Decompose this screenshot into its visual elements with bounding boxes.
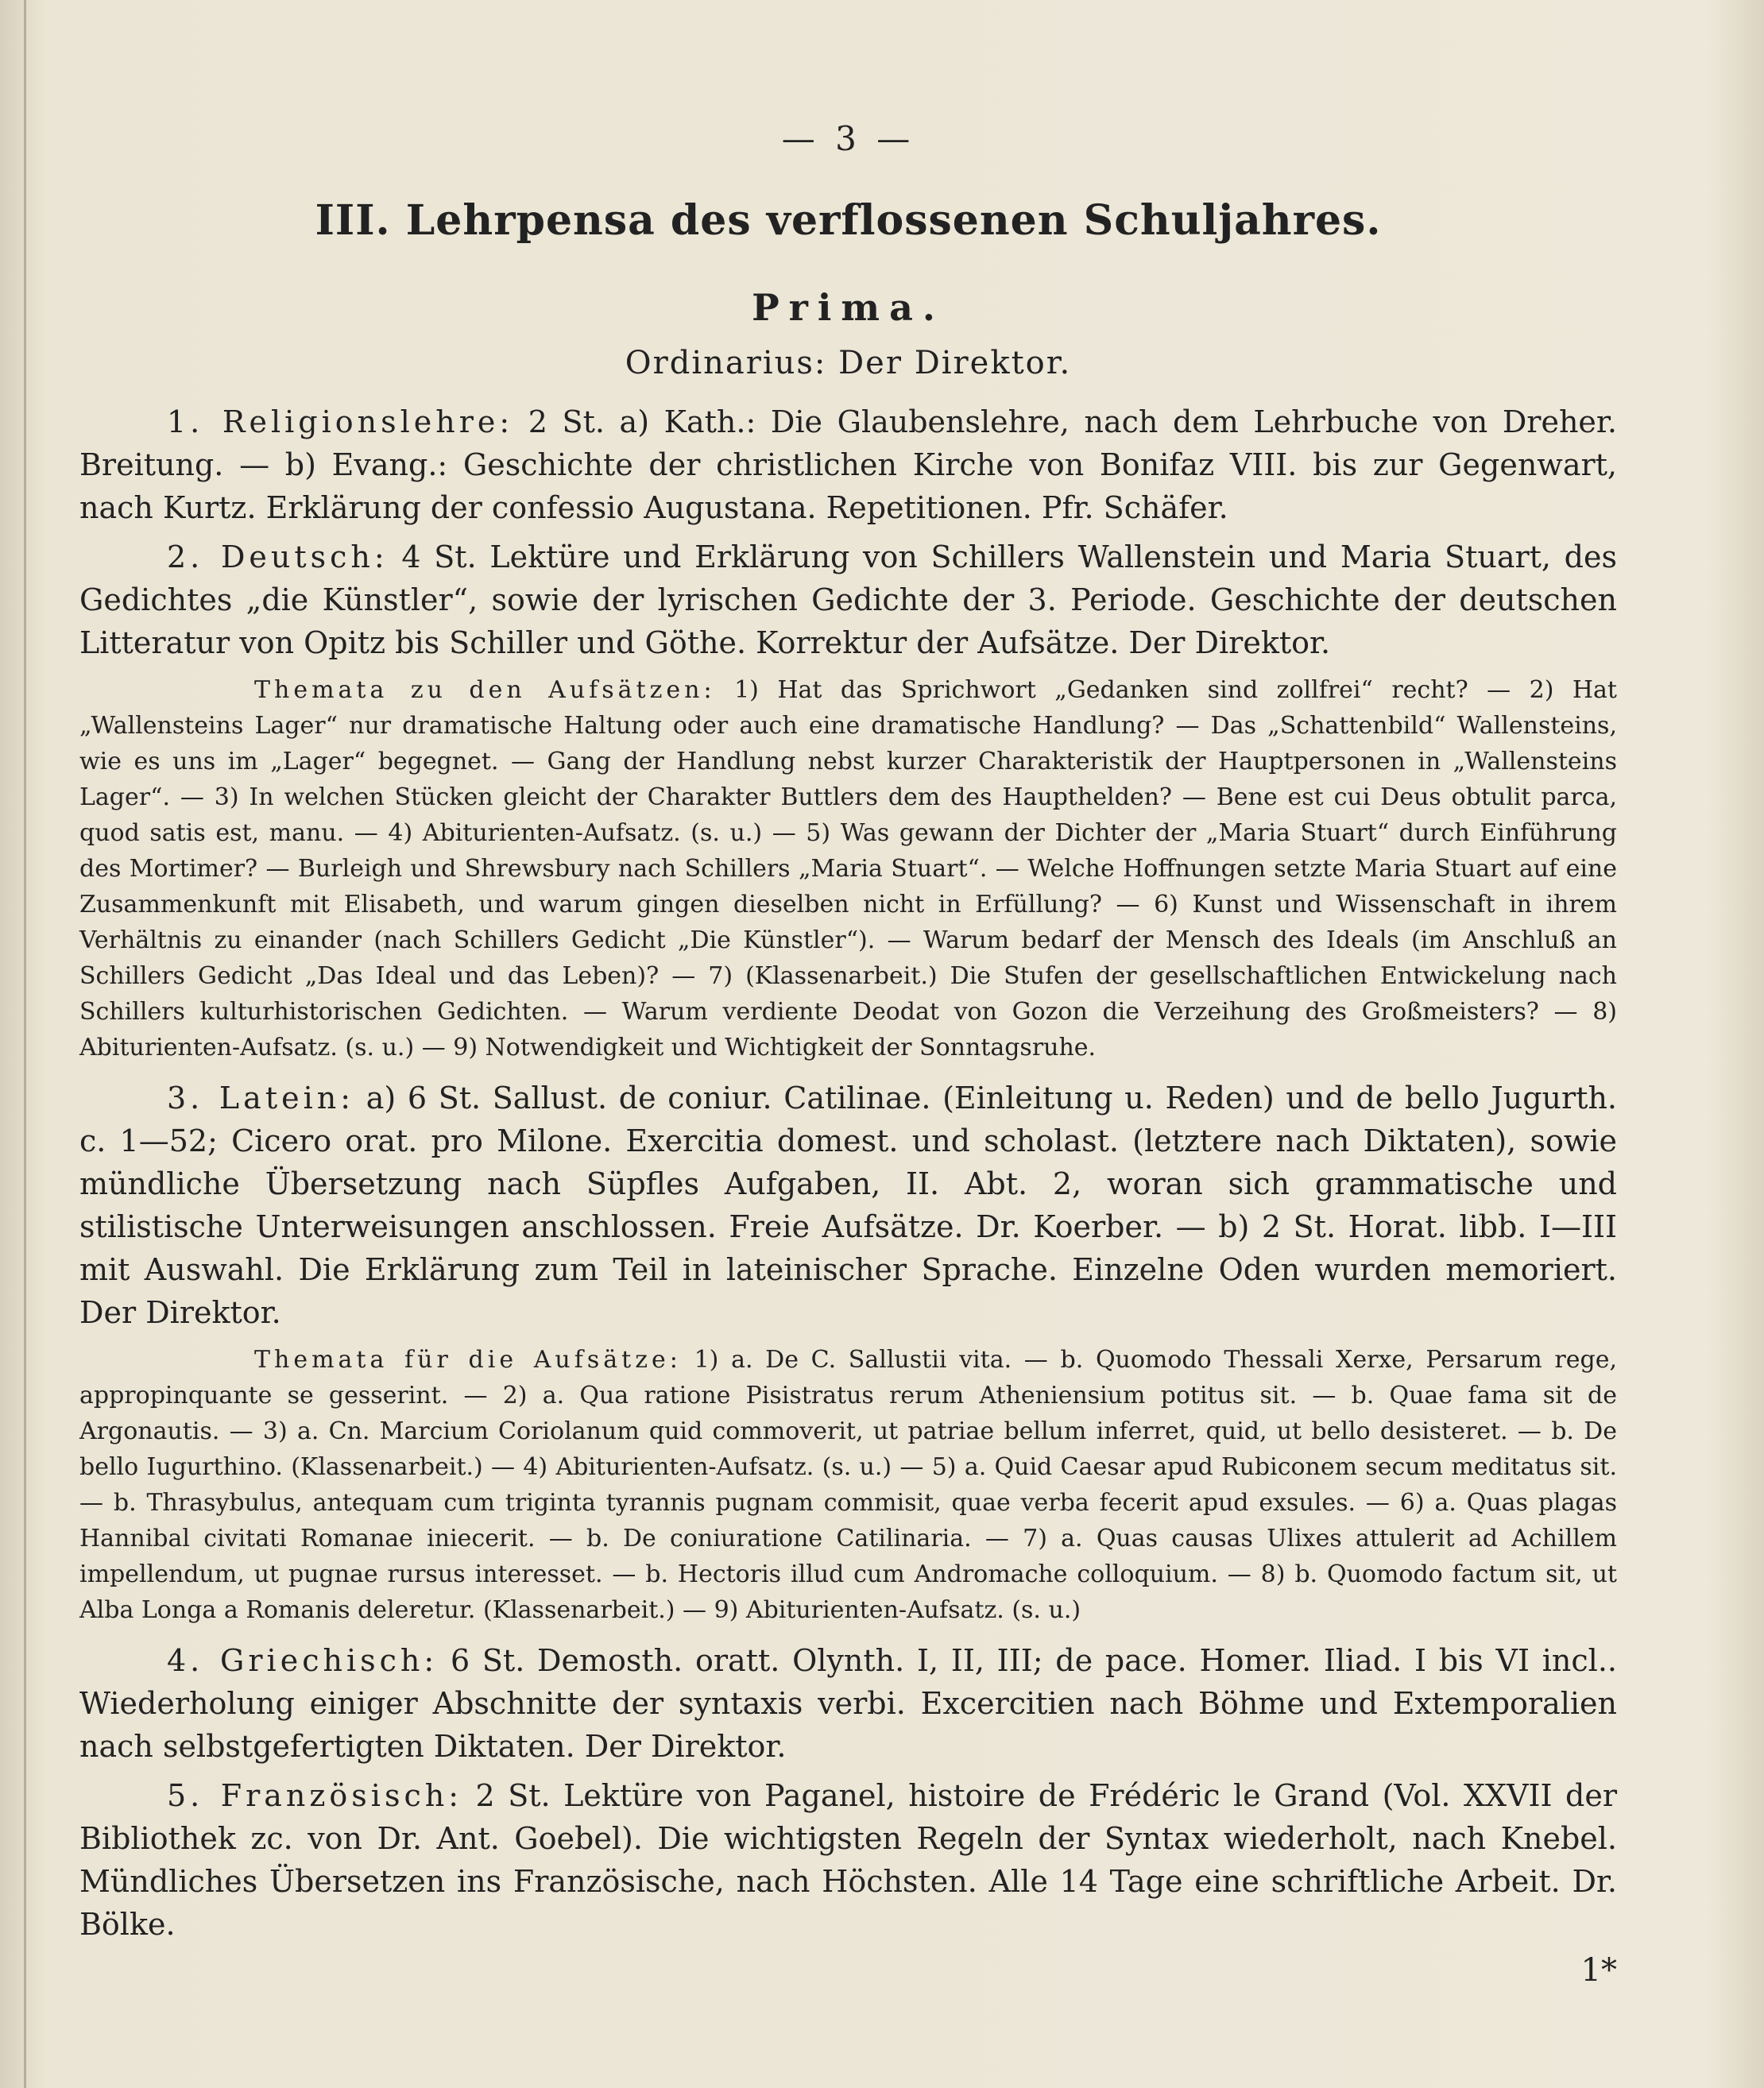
subject-text: 2 St. a) Kath.: Die Glaubenslehre, nach dem Lehrbuche von Dreher. Breitung. — b) Evang.: Geschichte der christlichen Kirche von Bonifaz VIII. bis zur Gegenwart, nach Kurtz. Erklärung der confessio Augustana. Repetitionen. Pfr. Schäfer.: [79, 404, 1617, 525]
subject-greek: [79, 1639, 1617, 1768]
themes-heading: Themata für die Aufsätze:: [254, 1346, 682, 1374]
subject-religion: [79, 400, 1617, 529]
themes-text: 1) a. De C. Sallustii vita. — b. Quomodo Thessali Xerxe, Persarum rege, appropinquante se gesserint. — 2) a. Qua ratione Pisistratus rerum Atheniensium potitus sit. — b. Quae fama sit de Argonautis. — 3) a. Cn. Marcium Coriolanum quid commoverit, ut patriae bellum inferret, quid, ut bello desisteret. — b. De bello Iugurthino. (Klassenarbeit.) — 4) Abiturienten-Aufsatz. (s. u.) — 5) a. Quid Caesar apud Rubiconem secum meditatus sit. — b. Thrasybulus, antequam cum triginta tyrannis pugnam commisit, quae verba fecerit apud exsules. — 6) a. Quas plagas Hannibal civitati Romanae iniecerit. — b. De coniuratione Catilinaria. — 7) a. Quas causas Ulixes attulerit ad Achillem impellendum, ut pugnae rursus interesset. — b. Hectoris illud cum Andromache colloquium. — 8) b. Quomodo factum sit, ut Alba Longa a Romanis deleretur. (Klassenarbeit.) — 9) Abiturienten-Aufsatz. (s. u.): [79, 1346, 1617, 1624]
subject-text: 2 St. Lektüre von Paganel, histoire de Frédéric le Grand (Vol. XXVII der Bibliothek zc. von Dr. Ant. Goebel). Die wichtigsten Regeln der Syntax wiederholt, nach Knebel. Mündliches Übersetzen ins Französische, nach Höchsten. Alle 14 Tage eine schriftliche Arbeit. Dr. Bölke.: [79, 1778, 1617, 1942]
subject-french: [79, 1774, 1617, 1946]
subject-heading: 1. Religionslehre:: [167, 404, 514, 439]
page-content: [79, 119, 1617, 1989]
sheet-signature: 1*: [1580, 1952, 1617, 1989]
subject-latin: [79, 1077, 1617, 1334]
subject-heading: 5. Französisch:: [167, 1778, 463, 1813]
german-essay-themes: [79, 672, 1617, 1065]
page-number: — 3 —: [781, 119, 915, 158]
subject-text: 4 St. Lektüre und Erklärung von Schillers Wallenstein und Maria Stuart, des Gedichtes „die Künstler“, sowie der lyrischen Gedichte der 3. Periode. Geschichte der deutschen Litteratur von Opitz bis Schiller und Göthe. Korrektur der Aufsätze. Der Direktor.: [79, 539, 1617, 660]
themes-text: 1) Hat das Sprichwort „Gedanken sind zollfrei“ recht? — 2) Hat „Wallensteins Lager“ nur dramatische Haltung oder auch eine dramatische Handlung? — Das „Schattenbild“ Wallensteins, wie es uns im „Lager“ begegnet. — Gang der Handlung nebst kurzer Charakteristik der Hauptpersonen in „Wallensteins Lager“. — 3) In welchen Stücken gleicht der Charakter Buttlers dem des Haupthelden? — Bene est cui Deus obtulit parca, quod satis est, manu. — 4) Abiturienten-Aufsatz. (s. u.) — 5) Was gewann der Dichter der „Maria Stuart“ durch Einführung des Mortimer? — Burleigh und Shrewsbury nach Schillers „Maria Stuart“. — Welche Hoffnungen setzte Maria Stuart auf eine Zusammenkunft mit Elisabeth, und warum gingen dieselben nicht in Erfüllung? — 6) Kunst und Wissenschaft in ihrem Verhältnis zu einander (nach Schillers Gedicht „Die Künstler“). — Warum bedarf der Mensch des Ideals (im Anschluß an Schillers Gedicht „Das Ideal und das Leben)? — 7) (Klassenarbeit.) Die Stufen der gesellschaftlichen Entwickelung nach Schillers kulturhistorischen Gedichten. — Warum verdiente Deodat von Gozon die Verzeihung des Großmeisters? — 8) Abiturienten-Aufsatz. (s. u.) — 9) Notwendigkeit und Wichtigkeit der Sonntagsruhe.: [79, 676, 1617, 1061]
subject-heading: 4. Griechisch:: [167, 1643, 439, 1678]
latin-essay-themes: [79, 1342, 1617, 1628]
subject-text: a) 6 St. Sallust. de coniur. Catilinae. (Einleitung u. Reden) und de bello Jugurth. c. 1—52; Cicero orat. pro Milone. Exercitia domest. und scholast. (letztere nach Diktaten), sowie mündliche Übersetzung nach Süpfles Aufgaben, II. Abt. 2, woran sich grammatische und stilistische Unterweisungen anschlossen. Freie Aufsätze. Dr. Koerber. — b) 2 St. Horat. libb. I—III mit Auswahl. Die Erklärung zum Teil in lateinischer Sprache. Einzelne Oden wurden memoriert. Der Direktor.: [79, 1081, 1617, 1330]
subject-heading: 3. Latein:: [167, 1081, 355, 1116]
themes-heading: Themata zu den Aufsätzen:: [254, 676, 716, 704]
page-gutter: [24, 0, 26, 2088]
ordinarius-line: Ordinarius: Der Direktor.: [625, 345, 1072, 381]
subject-text: 6 St. Demosth. oratt. Olynth. I, II, III; de pace. Homer. Iliad. I bis VI incl.. Wiederholung einiger Abschnitte der syntaxis verbi. Excercitien nach Böhme und Extemporalien nach selbstgefertigten Diktaten. Der Direktor.: [79, 1643, 1617, 1764]
subject-german: [79, 536, 1617, 664]
class-title: Prima.: [752, 286, 945, 329]
section-title: III. Lehrpensa des verflossenen Schuljahres.: [315, 196, 1382, 245]
subject-heading: 2. Deutsch:: [167, 539, 389, 574]
